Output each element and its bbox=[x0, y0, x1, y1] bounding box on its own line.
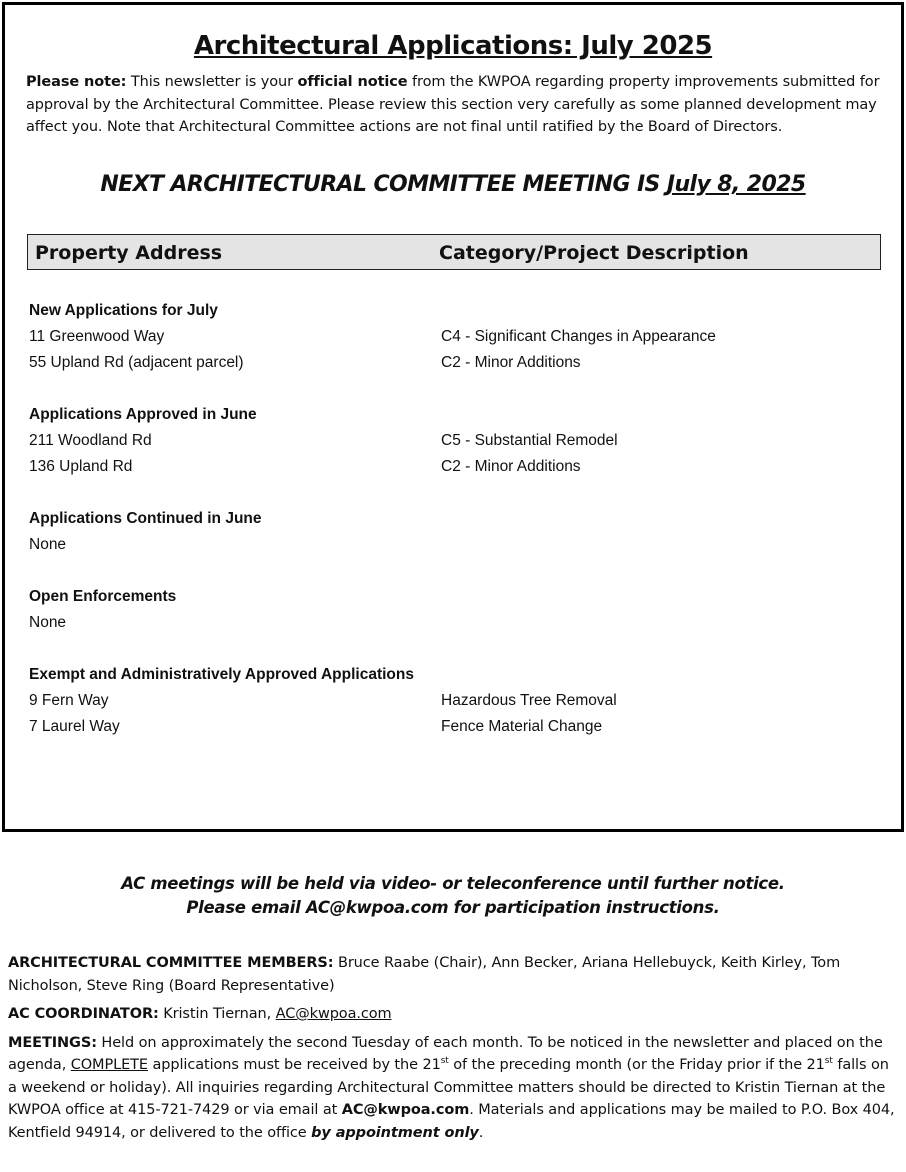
meetings-email[interactable]: AC@kwpoa.com bbox=[341, 1102, 470, 1118]
property-address: 55 Upland Rd (adjacent parcel) bbox=[29, 354, 244, 371]
application-section bbox=[29, 506, 879, 558]
notice-paragraph bbox=[26, 71, 886, 139]
application-section bbox=[29, 298, 879, 376]
project-description: Hazardous Tree Removal bbox=[441, 692, 617, 709]
meetings-text-3: of the preceding month (or the Friday prior if the 21 bbox=[448, 1057, 825, 1073]
application-row bbox=[29, 532, 879, 558]
column-category-description: Category/Project Description bbox=[439, 242, 749, 264]
complete-word: COMPLETE bbox=[70, 1057, 148, 1073]
application-row bbox=[29, 324, 879, 350]
table-header bbox=[27, 234, 881, 270]
next-meeting-prefix: NEXT ARCHITECTURAL COMMITTEE MEETING IS bbox=[100, 172, 667, 197]
property-address: 136 Upland Rd bbox=[29, 458, 133, 475]
application-row bbox=[29, 610, 879, 636]
column-property-address: Property Address bbox=[35, 242, 223, 264]
superscript-st-1: st bbox=[440, 1056, 449, 1067]
coordinator-name: Kristin Tiernan, bbox=[158, 1006, 276, 1022]
property-address: 9 Fern Way bbox=[29, 692, 109, 709]
newsletter-frame bbox=[2, 2, 904, 832]
page-title: Architectural Applications: July 2025 bbox=[193, 31, 713, 61]
section-title: Applications Approved in June bbox=[29, 406, 257, 423]
application-row bbox=[29, 454, 879, 480]
next-meeting-heading bbox=[5, 172, 901, 197]
note-text-2: from the KWPOA regarding property improvements submitted for approval by the Architectural Committee. Please review this section very carefully as some planned development may affect you. Note that Architectural Committee actions are not final until ratified by the Board of Directors. bbox=[26, 74, 880, 135]
meetings-text-4: falls on a weekend or holiday). All inquiries regarding Architectural Committee matters should be directed to Kristin Tiernan at the KWPOA office at 415-721-7429 or via email at bbox=[8, 1057, 889, 1118]
section-title: Applications Continued in June bbox=[29, 510, 262, 527]
note-text-1: This newsletter is your bbox=[126, 74, 298, 90]
property-address: None bbox=[29, 536, 67, 553]
ac-notice-line-1: AC meetings will be held via video- or teleconference until further notice. bbox=[121, 874, 785, 893]
project-description: Fence Material Change bbox=[441, 718, 603, 735]
application-section bbox=[29, 584, 879, 636]
meetings-text-1: Held on approximately the second Tuesday of each month. To be noticed in the newsletter and placed on the agenda, bbox=[8, 1034, 883, 1073]
ac-meeting-notice bbox=[0, 872, 906, 920]
meetings-text-5: . Materials and applications may be mailed to P.O. Box 404, Kentfield 94914, or delivered to the office bbox=[8, 1102, 895, 1141]
application-row bbox=[29, 428, 879, 454]
meetings-paragraph bbox=[8, 1032, 898, 1145]
meetings-text-2: applications must be received by the 21 bbox=[147, 1057, 441, 1073]
footer-info bbox=[8, 952, 898, 1150]
property-address: 211 Woodland Rd bbox=[29, 432, 152, 449]
property-address: 11 Greenwood Way bbox=[29, 328, 165, 345]
project-description: C2 - Minor Additions bbox=[441, 354, 581, 371]
application-section bbox=[29, 662, 879, 740]
note-label: Please note: bbox=[26, 74, 127, 90]
members-paragraph bbox=[8, 952, 898, 997]
coordinator-email-link[interactable]: AC@kwpoa.com bbox=[275, 1006, 392, 1022]
members-list: Bruce Raabe (Chair), Ann Becker, Ariana Hellebuyck, Keith Kirley, Tom Nicholson, Steve Ring (Board Representative) bbox=[8, 955, 841, 994]
section-title: Open Enforcements bbox=[29, 588, 177, 605]
applications-sections bbox=[29, 298, 879, 766]
project-description: C5 - Substantial Remodel bbox=[441, 432, 618, 449]
ac-notice-line-2: Please email AC@kwpoa.com for participation instructions. bbox=[186, 898, 720, 917]
application-row bbox=[29, 350, 879, 376]
property-address: None bbox=[29, 614, 67, 631]
members-label: ARCHITECTURAL COMMITTEE MEMBERS: bbox=[8, 955, 334, 971]
coordinator-label: AC COORDINATOR: bbox=[8, 1006, 159, 1022]
application-section bbox=[29, 402, 879, 480]
meetings-label: MEETINGS: bbox=[8, 1034, 97, 1051]
project-description: C2 - Minor Additions bbox=[441, 458, 581, 475]
application-row bbox=[29, 714, 879, 740]
meetings-text-6: . bbox=[478, 1124, 484, 1141]
appointment-only: by appointment only bbox=[311, 1124, 479, 1141]
next-meeting-date: July 8, 2025 bbox=[666, 172, 806, 197]
application-row bbox=[29, 688, 879, 714]
superscript-st-2: st bbox=[824, 1056, 833, 1067]
section-title: New Applications for July bbox=[29, 302, 218, 319]
property-address: 7 Laurel Way bbox=[29, 718, 120, 735]
section-title: Exempt and Administratively Approved Applications bbox=[29, 666, 414, 683]
note-bold: official notice bbox=[297, 74, 408, 90]
project-description: C4 - Significant Changes in Appearance bbox=[441, 328, 716, 345]
coordinator-paragraph bbox=[8, 1003, 898, 1026]
